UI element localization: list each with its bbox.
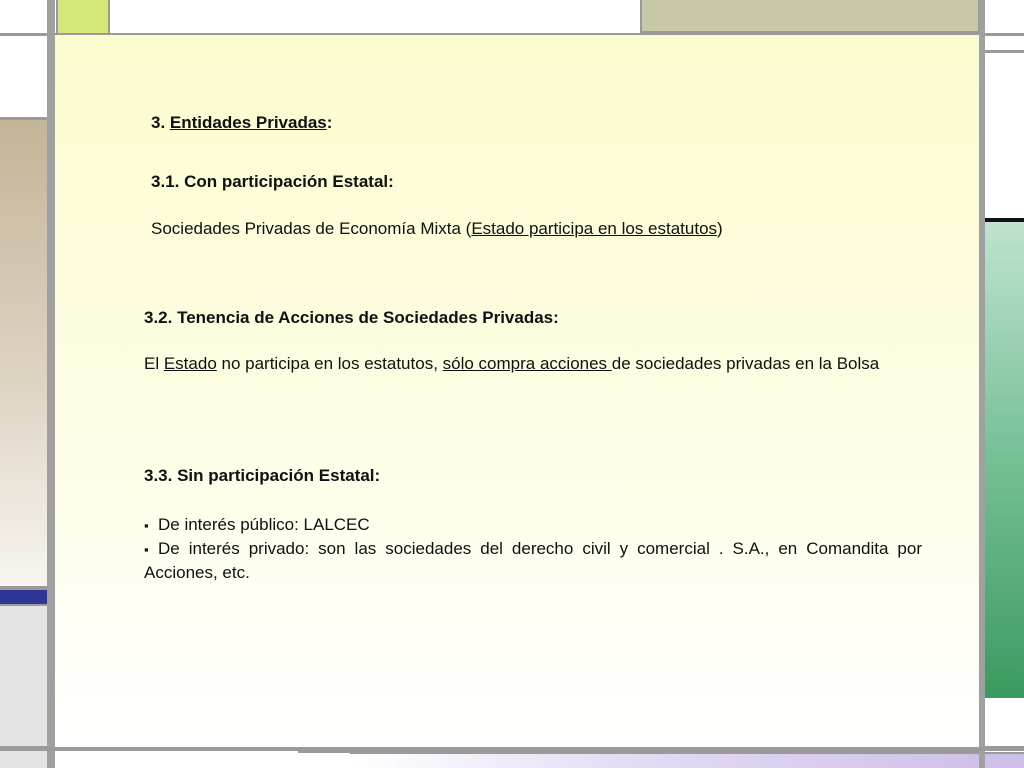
- s32-underlined-compra: sólo compra acciones: [442, 354, 612, 373]
- s32-part2: no participa en los estatutos,: [216, 354, 443, 373]
- bullet-item-1-text: De interés público: LALCEC: [158, 515, 370, 534]
- heading-title: Entidades Privadas: [169, 113, 327, 132]
- left-separator-1: [0, 117, 47, 120]
- s32-underlined-estado: Estado: [163, 354, 217, 373]
- bullet-square-icon: ▪: [144, 542, 149, 557]
- bullet-square-icon: ▪: [144, 518, 149, 533]
- content-panel: [55, 35, 979, 747]
- tan-block: [0, 120, 47, 586]
- subsection-31-title: 3.1. Con participación Estatal:: [151, 172, 394, 191]
- heading-colon: :: [326, 113, 333, 132]
- right-separator-1: [985, 50, 1024, 53]
- olive-block: [640, 0, 980, 33]
- subsection-31-text: [151, 217, 723, 240]
- left-separator-2: [0, 586, 47, 590]
- navy-strip: [0, 590, 47, 604]
- left-bottom-gray-block: [0, 604, 47, 768]
- heading-number: 3.: [151, 113, 170, 132]
- s32-part3: de sociedades privadas en la Bolsa: [611, 354, 880, 373]
- bullet-item-2-text: De interés privado: son las sociedades del derecho civil y comercial . S.A., en Comandita por Acciones, etc.: [144, 539, 922, 582]
- section-heading: [151, 111, 332, 134]
- s31-text-a: Sociedades Privadas de Economía Mixta (: [151, 219, 472, 238]
- frame-line-right: [979, 0, 985, 768]
- s31-text-b: ): [717, 219, 723, 238]
- green-block: [985, 222, 1024, 698]
- s32-part1: El: [144, 354, 164, 373]
- bottom-gradient-strip: [350, 752, 1024, 768]
- subsection-33-title: 3.3. Sin participación Estatal:: [144, 466, 381, 485]
- frame-line-left: [47, 0, 55, 768]
- black-divider: [982, 218, 1024, 222]
- subsection-32-title: 3.2. Tenencia de Acciones de Sociedades Privadas:: [144, 308, 559, 327]
- bullet-item-2: [144, 537, 922, 584]
- s31-text-underlined: Estado participa en los estatutos: [471, 219, 718, 238]
- bullet-item-1: [144, 513, 922, 537]
- subsection-32-text: [144, 352, 922, 375]
